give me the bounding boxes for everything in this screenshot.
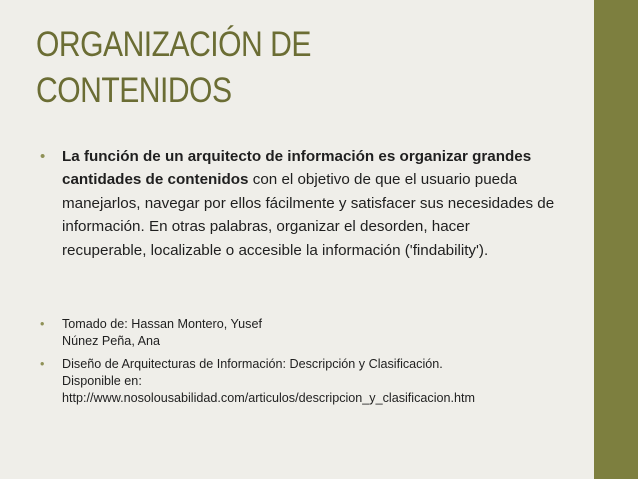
- bullet-icon: •: [40, 357, 45, 371]
- title-line-1: ORGANIZACIÓN DE: [36, 25, 311, 64]
- reference-authors-line-1: Tomado de: Hassan Montero, Yusef: [62, 317, 262, 331]
- reference-text: [62, 356, 560, 407]
- reference-source-title: Diseño de Arquitecturas de Información: Descripción y Clasificación.: [62, 357, 443, 371]
- reference-item-source: [40, 356, 560, 407]
- reference-text: [62, 316, 560, 350]
- reference-url-link[interactable]: http://www.nosolousabilidad.com/articulos/descripcion_y_clasificacion.htm: [62, 391, 475, 405]
- main-bullet-normal-text: con el objetivo de que el usuario pueda manejarlos, navegar por ellos fácilmente y satisfacer sus necesidades de información. En otras palabras, organizar el desorden, hacer recuperable, localizable o accesible la información ('findability').: [62, 171, 555, 259]
- reference-source-available: Disponible en:: [62, 374, 142, 388]
- reference-item-authors: [40, 316, 560, 350]
- title-line-2: CONTENIDOS: [36, 71, 232, 110]
- main-bullet: [40, 145, 555, 262]
- accent-side-bar: [594, 0, 638, 479]
- bullet-icon: •: [40, 317, 45, 331]
- bullet-icon: •: [40, 148, 46, 165]
- slide-title: [36, 22, 483, 114]
- references-list: [40, 316, 560, 413]
- main-bullet-text: [62, 145, 555, 262]
- main-bullet-bold-text: La función de un arquitecto de información es organizar grandes cantidades de contenidos: [62, 148, 532, 189]
- reference-authors-line-2: Núnez Peña, Ana: [62, 334, 161, 348]
